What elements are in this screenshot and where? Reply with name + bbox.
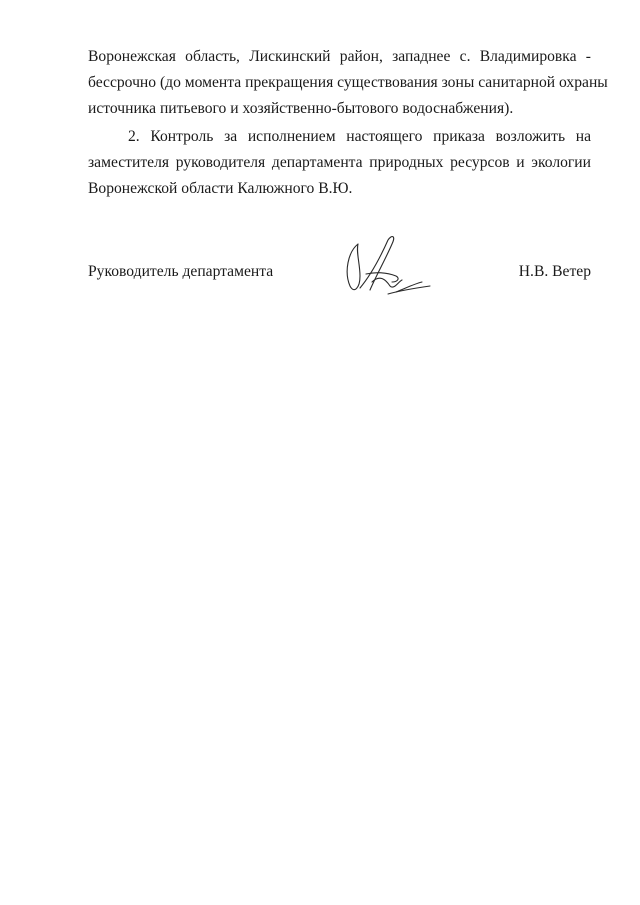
paragraph-continuation (88, 44, 608, 122)
text-line: бессрочно (до момента прекращения существования зоны санитарной охраны (88, 74, 608, 91)
text-line: заместителя руководителя департамента природных ресурсов и экологии (88, 154, 591, 171)
signatory-name: Н.В. Ветер (518, 263, 591, 280)
text-line: источника питьевого и хозяйственно-бытового водоснабжения). (88, 100, 514, 117)
handwritten-signature-icon (336, 230, 436, 300)
text-line: Воронежской области Калюжного В.Ю. (88, 180, 353, 197)
paragraph-item-2 (88, 124, 591, 202)
text-line: 2. Контроль за исполнением настоящего приказа возложить на (128, 128, 591, 145)
signatory-title: Руководитель департамента (88, 263, 274, 280)
text-line: Воронежская область, Лискинский район, западнее с. Владимировка - (88, 48, 591, 65)
